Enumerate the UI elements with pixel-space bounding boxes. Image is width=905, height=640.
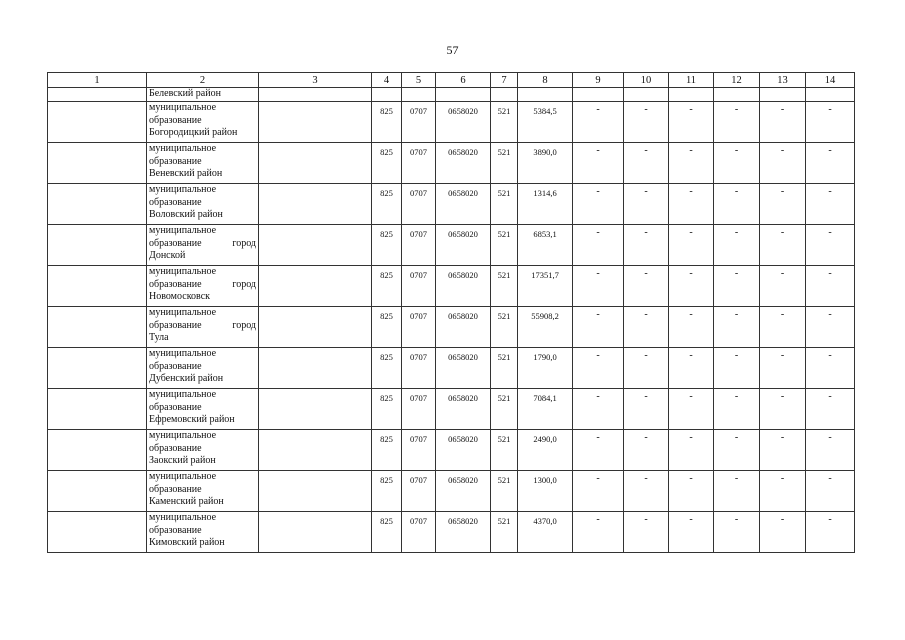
cell-c8: 55908,2	[518, 307, 573, 348]
column-number: 11	[669, 73, 714, 88]
cell-dash: -	[669, 307, 714, 348]
cell-dash: -	[760, 348, 806, 389]
cell-c6: 0658020	[436, 102, 491, 143]
cell-col-1	[48, 348, 147, 389]
cell-c8: 3890,0	[518, 143, 573, 184]
cell-dash: -	[714, 348, 760, 389]
cell-c5: 0707	[402, 307, 436, 348]
cell-dash: -	[669, 389, 714, 430]
cell-c8: 7084,1	[518, 389, 573, 430]
table-row	[48, 266, 855, 307]
municipality-name	[147, 307, 259, 348]
column-number: 6	[436, 73, 491, 88]
cell-c8: 1314,6	[518, 184, 573, 225]
cell-dash: -	[806, 430, 855, 471]
name-line: образование	[149, 524, 202, 536]
cell-c8: 1300,0	[518, 471, 573, 512]
cell-dash: -	[624, 266, 669, 307]
cell-c4: 825	[372, 266, 402, 307]
cell-c7: 521	[491, 471, 518, 512]
cell-col-3	[259, 225, 372, 266]
table-row	[48, 512, 855, 553]
cell-c5: 0707	[402, 430, 436, 471]
cell-dash: -	[573, 266, 624, 307]
cell-col-3	[259, 471, 372, 512]
name-line: Богородицкий район	[149, 127, 238, 138]
cell-c8: 17351,7	[518, 266, 573, 307]
table-row	[48, 143, 855, 184]
cell-dash: -	[806, 266, 855, 307]
municipality-name	[147, 143, 259, 184]
cell-dash: -	[624, 184, 669, 225]
cell-dash: -	[573, 184, 624, 225]
cell-c6: 0658020	[436, 430, 491, 471]
cell-dash: -	[669, 225, 714, 266]
cell-col-3	[259, 184, 372, 225]
cell-dash: -	[760, 430, 806, 471]
cell-c7: 521	[491, 225, 518, 266]
cell-dash: -	[806, 184, 855, 225]
cell-col-1	[48, 102, 147, 143]
cell-dash: -	[573, 389, 624, 430]
cell-c7: 521	[491, 143, 518, 184]
municipality-name	[147, 184, 259, 225]
cell-dash: -	[714, 512, 760, 553]
cell-c6: 0658020	[436, 512, 491, 553]
cell-c6: 0658020	[436, 348, 491, 389]
cell-c5: 0707	[402, 389, 436, 430]
cell-c4: 825	[372, 184, 402, 225]
cell-c6: 0658020	[436, 471, 491, 512]
cell-col-3	[259, 266, 372, 307]
cell-c4: 825	[372, 143, 402, 184]
cell-col-3	[259, 307, 372, 348]
cell-c4: 825	[372, 307, 402, 348]
cell-dash: -	[624, 225, 669, 266]
name-line: Донской	[149, 250, 186, 261]
name-line: Дубенский район	[149, 373, 224, 384]
cell-c5: 0707	[402, 143, 436, 184]
cell-c8: 6853,1	[518, 225, 573, 266]
name-line: муниципальное	[149, 143, 217, 154]
name-line: муниципальное	[149, 389, 217, 400]
cell-dash: -	[760, 266, 806, 307]
cell-dash: -	[806, 471, 855, 512]
cell-col-3	[259, 143, 372, 184]
cell-dash: -	[714, 143, 760, 184]
cell-dash: -	[669, 266, 714, 307]
cell-dash: -	[806, 143, 855, 184]
table-row	[48, 102, 855, 143]
cell-dash: -	[714, 225, 760, 266]
name-line: образование	[149, 483, 202, 495]
name-line: образование	[149, 155, 202, 167]
cell-c5: 0707	[402, 225, 436, 266]
cell-dash: -	[669, 184, 714, 225]
table-row	[48, 348, 855, 389]
table-row	[48, 389, 855, 430]
column-number: 2	[147, 73, 259, 88]
cell-c7: 521	[491, 512, 518, 553]
cell-c5: 0707	[402, 102, 436, 143]
table-row	[48, 471, 855, 512]
cell-c7: 521	[491, 430, 518, 471]
cell-dash: -	[760, 143, 806, 184]
cell-col-1	[48, 430, 147, 471]
column-number: 5	[402, 73, 436, 88]
cell-c7: 521	[491, 102, 518, 143]
cell-dash: -	[806, 348, 855, 389]
cell-c6: 0658020	[436, 389, 491, 430]
column-number: 4	[372, 73, 402, 88]
municipality-name	[147, 348, 259, 389]
name-line: муниципальное	[149, 225, 217, 236]
name-line: муниципальное	[149, 307, 217, 318]
cell-c7: 521	[491, 184, 518, 225]
cell-col-3	[259, 389, 372, 430]
name-line: Новомосковск	[149, 291, 211, 302]
cell-col-1	[48, 389, 147, 430]
page-number: 57	[446, 43, 459, 57]
column-number: 3	[259, 73, 372, 88]
cell-dash: -	[624, 348, 669, 389]
cell-c7: 521	[491, 389, 518, 430]
name-line: Кимовский район	[149, 537, 225, 548]
cell-dash: -	[624, 512, 669, 553]
name-line: образование город	[149, 319, 256, 331]
cell-c8: 4370,0	[518, 512, 573, 553]
name-line: образование	[149, 442, 202, 454]
table-row	[48, 430, 855, 471]
cell-dash: -	[624, 471, 669, 512]
cell-c6: 0658020	[436, 184, 491, 225]
cell-dash: -	[669, 348, 714, 389]
name-line: образование город	[149, 237, 256, 249]
name-line: муниципальное	[149, 348, 217, 359]
cell-dash: -	[573, 348, 624, 389]
cell-dash: -	[573, 471, 624, 512]
cell-col-1	[48, 512, 147, 553]
municipality-name	[147, 266, 259, 307]
cell-dash: -	[573, 225, 624, 266]
cell-dash: -	[806, 512, 855, 553]
cell-col-1	[48, 471, 147, 512]
cell-dash: -	[714, 430, 760, 471]
name-line: образование	[149, 114, 202, 126]
column-number: 12	[714, 73, 760, 88]
name-line: Ефремовский район	[149, 414, 235, 425]
municipality-name	[147, 225, 259, 266]
cell-dash: -	[573, 102, 624, 143]
name-line: муниципальное	[149, 430, 217, 441]
municipality-name	[147, 102, 259, 143]
name-line: Веневский район	[149, 168, 223, 179]
cell-dash: -	[669, 143, 714, 184]
cell-c4: 825	[372, 225, 402, 266]
cell-c7: 521	[491, 348, 518, 389]
cell-dash: -	[624, 430, 669, 471]
cell-dash: -	[714, 266, 760, 307]
carry-over-name: Белевский район	[147, 88, 259, 102]
cell-col-3	[259, 430, 372, 471]
cell-c6: 0658020	[436, 225, 491, 266]
name-line: Каменский район	[149, 496, 224, 507]
cell-col-1	[48, 143, 147, 184]
cell-col-3	[259, 512, 372, 553]
cell-dash: -	[669, 102, 714, 143]
table-row	[48, 307, 855, 348]
cell-dash: -	[573, 512, 624, 553]
column-number: 13	[760, 73, 806, 88]
name-line: муниципальное	[149, 184, 217, 195]
name-line: образование	[149, 196, 202, 208]
cell-dash: -	[760, 512, 806, 553]
cell-col-1	[48, 307, 147, 348]
municipality-name	[147, 389, 259, 430]
cell-dash: -	[806, 307, 855, 348]
cell-c8: 2490,0	[518, 430, 573, 471]
municipality-name	[147, 512, 259, 553]
name-line: муниципальное	[149, 266, 217, 277]
cell-c4: 825	[372, 512, 402, 553]
cell-c5: 0707	[402, 471, 436, 512]
name-line: Заокский район	[149, 455, 216, 466]
cell-dash: -	[806, 389, 855, 430]
cell-col-1	[48, 184, 147, 225]
column-number: 1	[48, 73, 147, 88]
cell-dash: -	[714, 307, 760, 348]
cell-dash: -	[573, 143, 624, 184]
cell-dash: -	[669, 512, 714, 553]
cell-dash: -	[573, 430, 624, 471]
cell-c8: 5384,5	[518, 102, 573, 143]
column-number: 9	[573, 73, 624, 88]
name-line: муниципальное	[149, 471, 217, 482]
cell-c4: 825	[372, 389, 402, 430]
cell-dash: -	[624, 307, 669, 348]
cell-dash: -	[806, 225, 855, 266]
carry-over-row	[48, 88, 855, 102]
cell-dash: -	[760, 225, 806, 266]
cell-dash: -	[669, 471, 714, 512]
cell-dash: -	[714, 102, 760, 143]
name-line: муниципальное	[149, 512, 217, 523]
name-line: Воловский район	[149, 209, 223, 220]
cell-c7: 521	[491, 266, 518, 307]
cell-c4: 825	[372, 348, 402, 389]
name-line: Тула	[149, 332, 169, 343]
municipality-name	[147, 430, 259, 471]
cell-c6: 0658020	[436, 307, 491, 348]
table-row	[48, 184, 855, 225]
cell-col-3	[259, 102, 372, 143]
cell-c8: 1790,0	[518, 348, 573, 389]
cell-dash: -	[760, 471, 806, 512]
cell-c4: 825	[372, 471, 402, 512]
cell-dash: -	[760, 184, 806, 225]
cell-dash: -	[714, 471, 760, 512]
cell-c6: 0658020	[436, 266, 491, 307]
municipality-name	[147, 471, 259, 512]
name-line: муниципальное	[149, 102, 217, 113]
cell-c5: 0707	[402, 266, 436, 307]
budget-table	[47, 72, 855, 553]
cell-dash: -	[760, 102, 806, 143]
cell-c6: 0658020	[436, 143, 491, 184]
cell-dash: -	[714, 389, 760, 430]
cell-col-1	[48, 266, 147, 307]
cell-c5: 0707	[402, 512, 436, 553]
cell-dash: -	[624, 143, 669, 184]
column-number: 8	[518, 73, 573, 88]
cell-dash: -	[624, 389, 669, 430]
column-number: 10	[624, 73, 669, 88]
cell-dash: -	[760, 389, 806, 430]
cell-c4: 825	[372, 102, 402, 143]
table-row	[48, 225, 855, 266]
name-line: образование город	[149, 278, 256, 290]
cell-c5: 0707	[402, 348, 436, 389]
cell-dash: -	[760, 307, 806, 348]
column-number-row	[48, 73, 855, 88]
cell-c5: 0707	[402, 184, 436, 225]
cell-dash: -	[714, 184, 760, 225]
name-line: образование	[149, 360, 202, 372]
name-line: образование	[149, 401, 202, 413]
column-number: 7	[491, 73, 518, 88]
cell-dash: -	[806, 102, 855, 143]
cell-col-3	[259, 348, 372, 389]
cell-col-1	[48, 225, 147, 266]
cell-dash: -	[573, 307, 624, 348]
cell-c7: 521	[491, 307, 518, 348]
cell-c4: 825	[372, 430, 402, 471]
cell-dash: -	[624, 102, 669, 143]
column-number: 14	[806, 73, 855, 88]
cell-dash: -	[669, 430, 714, 471]
